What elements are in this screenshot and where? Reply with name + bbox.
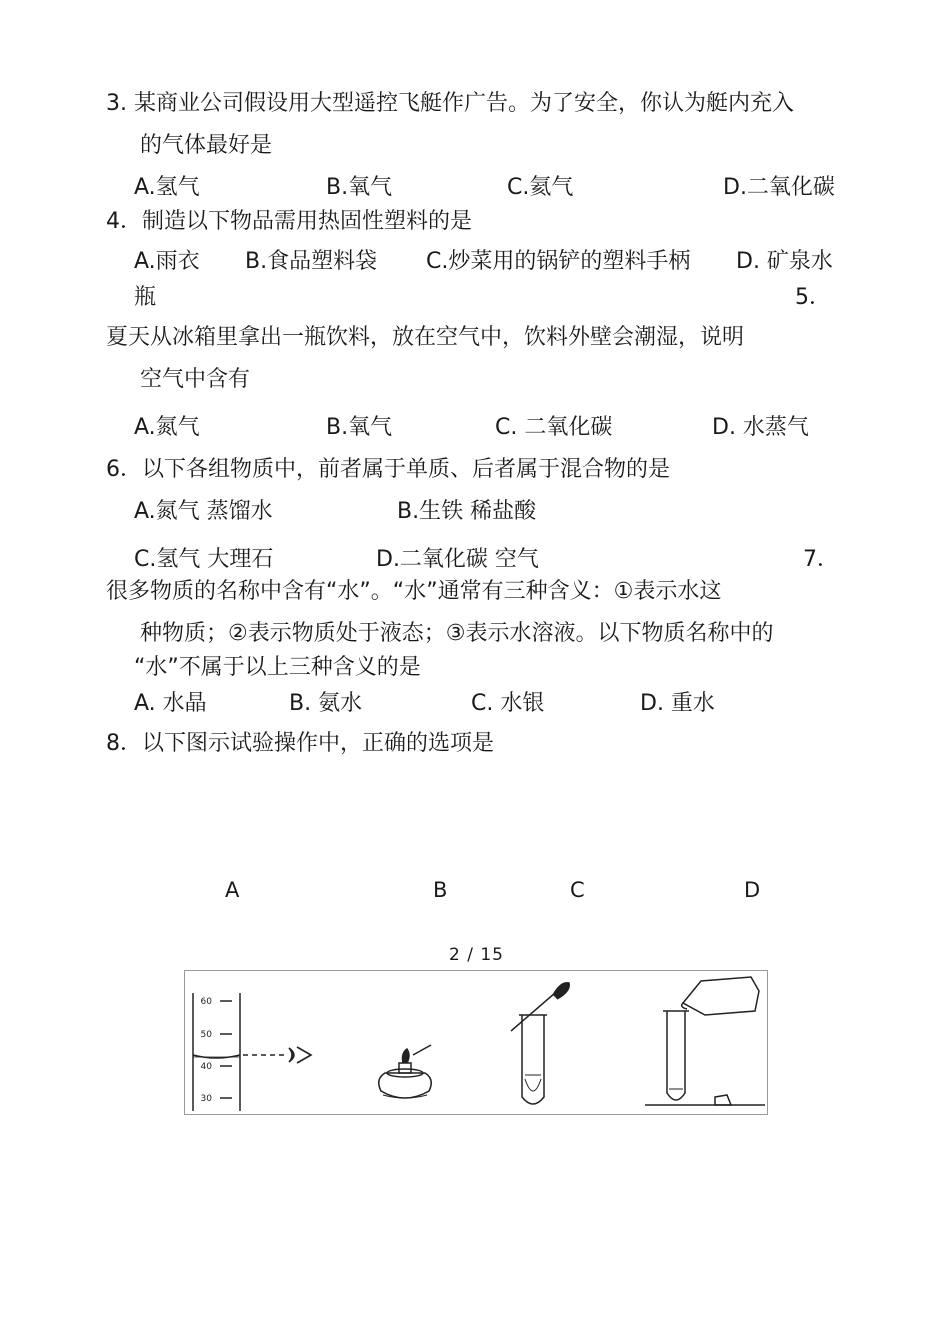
q6-option-c: C.氢气 大理石 bbox=[134, 547, 274, 572]
q4-option-a: A.雨衣 bbox=[134, 249, 200, 274]
alcohol-lamp-illustration bbox=[379, 1045, 432, 1098]
q6-option-d: D.二氧化碳 空气 bbox=[376, 547, 539, 572]
q3-option-b: B.氧气 bbox=[326, 175, 393, 200]
q8-label-b: B bbox=[433, 878, 448, 902]
q6-option-b: B.生铁 稀盐酸 bbox=[397, 499, 537, 524]
q3-option-c: C.氦气 bbox=[507, 175, 574, 200]
q4-option-b: B.食品塑料袋 bbox=[245, 249, 378, 274]
q5-option-a: A.氮气 bbox=[134, 415, 200, 440]
q8-label-c: C bbox=[570, 878, 585, 902]
q3-stem-line1: 3. 某商业公司假设用大型遥控飞艇作广告。为了安全，你认为艇内充入 bbox=[106, 91, 794, 116]
q7-stem-line1: 很多物质的名称中含有“水”。“水”通常有三种含义：①表示水这 bbox=[106, 579, 722, 604]
page-number: 2 / 15 bbox=[449, 945, 504, 965]
q5-stem-line2: 空气中含有 bbox=[140, 367, 251, 392]
q5-number: 5． bbox=[795, 285, 831, 310]
dropper-test-tube-illustration bbox=[511, 983, 569, 1104]
cylinder-tick-30: 30 bbox=[200, 1094, 212, 1104]
q4-option-d: D. 矿泉水 bbox=[736, 249, 833, 274]
q8-stem: 8．以下图示试验操作中，正确的选项是 bbox=[106, 731, 494, 756]
q4-stem: 4．制造以下物品需用热固性塑料的是 bbox=[106, 209, 472, 234]
q7-number: 7． bbox=[803, 547, 839, 572]
q7-stem-line3: “水”不属于以上三种含义的是 bbox=[134, 655, 421, 680]
q5-option-b: B.氧气 bbox=[326, 415, 393, 440]
q5-option-c: C. 二氧化碳 bbox=[495, 415, 613, 440]
q4-option-d-wrap: 瓶 bbox=[134, 285, 157, 310]
q7-option-a: A. 水晶 bbox=[134, 691, 207, 716]
q3-stem-line2: 的气体最好是 bbox=[140, 133, 273, 158]
cylinder-tick-40: 40 bbox=[200, 1062, 212, 1072]
q7-option-c: C. 水银 bbox=[471, 691, 545, 716]
q7-option-d: D. 重水 bbox=[640, 691, 715, 716]
lab-operations-figure bbox=[184, 970, 768, 1115]
q8-label-a: A bbox=[225, 878, 240, 902]
q5-option-d: D. 水蒸气 bbox=[712, 415, 809, 440]
cylinder-tick-50: 50 bbox=[200, 1030, 212, 1040]
q3-option-d: D.二氧化碳 bbox=[723, 175, 835, 200]
pouring-liquid-illustration bbox=[645, 977, 765, 1105]
q7-stem-line2: 种物质；②表示物质处于液态；③表示水溶液。以下物质名称中的 bbox=[140, 621, 774, 646]
q4-option-c: C.炒菜用的锅铲的塑料手柄 bbox=[426, 249, 691, 274]
cylinder-tick-60: 60 bbox=[200, 997, 212, 1007]
q6-option-a: A.氮气 蒸馏水 bbox=[134, 499, 273, 524]
q8-label-d: D bbox=[744, 878, 761, 902]
q3-option-a: A.氢气 bbox=[134, 175, 200, 200]
q5-stem-line1: 夏天从冰箱里拿出一瓶饮料，放在空气中，饮料外壁会潮湿，说明 bbox=[106, 325, 745, 350]
q7-option-b: B. 氨水 bbox=[289, 691, 363, 716]
q6-stem: 6．以下各组物质中，前者属于单质、后者属于混合物的是 bbox=[106, 457, 670, 482]
